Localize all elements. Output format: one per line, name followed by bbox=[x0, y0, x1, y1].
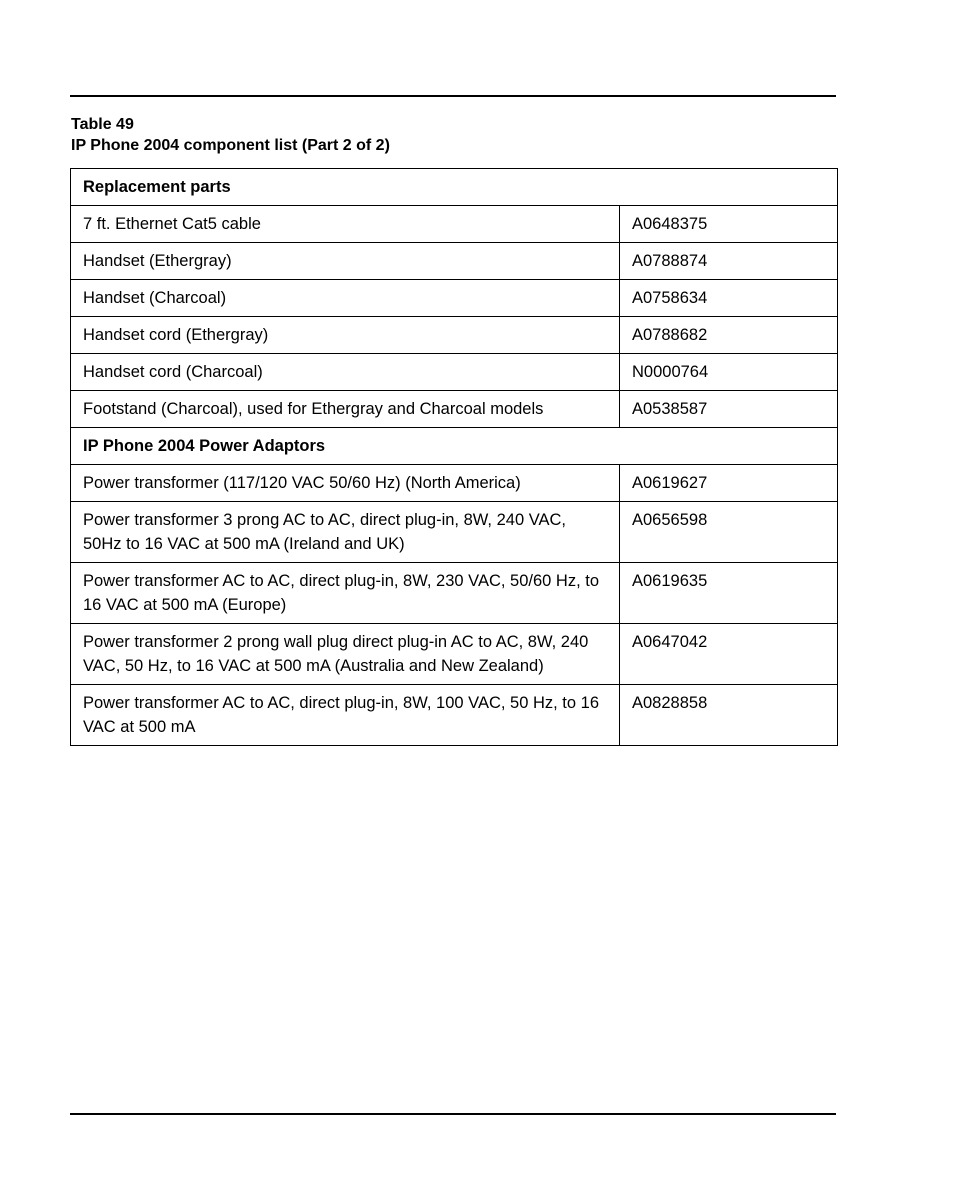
table-row bbox=[71, 624, 838, 685]
part-description: Handset cord (Charcoal) bbox=[71, 354, 620, 391]
table-row bbox=[71, 502, 838, 563]
table-row bbox=[71, 354, 838, 391]
part-number: A0828858 bbox=[620, 685, 838, 746]
table-caption bbox=[71, 114, 390, 156]
part-number: A0648375 bbox=[620, 206, 838, 243]
part-description: Power transformer AC to AC, direct plug-in, 8W, 230 VAC, 50/60 Hz, to 16 VAC at 500 mA (Europe) bbox=[71, 563, 620, 624]
table-row bbox=[71, 243, 838, 280]
part-description: 7 ft. Ethernet Cat5 cable bbox=[71, 206, 620, 243]
table-title: IP Phone 2004 component list (Part 2 of 2) bbox=[71, 137, 390, 154]
part-number: A0619627 bbox=[620, 465, 838, 502]
part-description: Power transformer 2 prong wall plug direct plug-in AC to AC, 8W, 240 VAC, 50 Hz, to 16 VAC at 500 mA (Australia and New Zealand) bbox=[71, 624, 620, 685]
table-row bbox=[71, 206, 838, 243]
table-row bbox=[71, 465, 838, 502]
part-number: A0647042 bbox=[620, 624, 838, 685]
part-number: A0656598 bbox=[620, 502, 838, 563]
part-number: A0619635 bbox=[620, 563, 838, 624]
table-number: Table 49 bbox=[71, 116, 134, 133]
section-heading-replacement-parts: Replacement parts bbox=[71, 169, 838, 206]
table-row bbox=[71, 563, 838, 624]
table-row bbox=[71, 685, 838, 746]
part-description: Power transformer 3 prong AC to AC, direct plug-in, 8W, 240 VAC, 50Hz to 16 VAC at 500 mA (Ireland and UK) bbox=[71, 502, 620, 563]
section-row bbox=[71, 169, 838, 206]
part-number: A0788874 bbox=[620, 243, 838, 280]
footer-rule bbox=[70, 1113, 836, 1115]
part-number: A0758634 bbox=[620, 280, 838, 317]
part-description: Handset (Ethergray) bbox=[71, 243, 620, 280]
part-number: N0000764 bbox=[620, 354, 838, 391]
part-description: Handset cord (Ethergray) bbox=[71, 317, 620, 354]
table-row bbox=[71, 317, 838, 354]
table-row bbox=[71, 391, 838, 428]
part-number: A0538587 bbox=[620, 391, 838, 428]
part-number: A0788682 bbox=[620, 317, 838, 354]
part-description: Footstand (Charcoal), used for Ethergray and Charcoal models bbox=[71, 391, 620, 428]
section-row bbox=[71, 428, 838, 465]
section-heading-power-adaptors: IP Phone 2004 Power Adaptors bbox=[71, 428, 838, 465]
table-row bbox=[71, 280, 838, 317]
part-description: Power transformer (117/120 VAC 50/60 Hz) (North America) bbox=[71, 465, 620, 502]
component-table bbox=[70, 168, 838, 746]
part-description: Power transformer AC to AC, direct plug-in, 8W, 100 VAC, 50 Hz, to 16 VAC at 500 mA bbox=[71, 685, 620, 746]
part-description: Handset (Charcoal) bbox=[71, 280, 620, 317]
header-rule bbox=[70, 95, 836, 97]
